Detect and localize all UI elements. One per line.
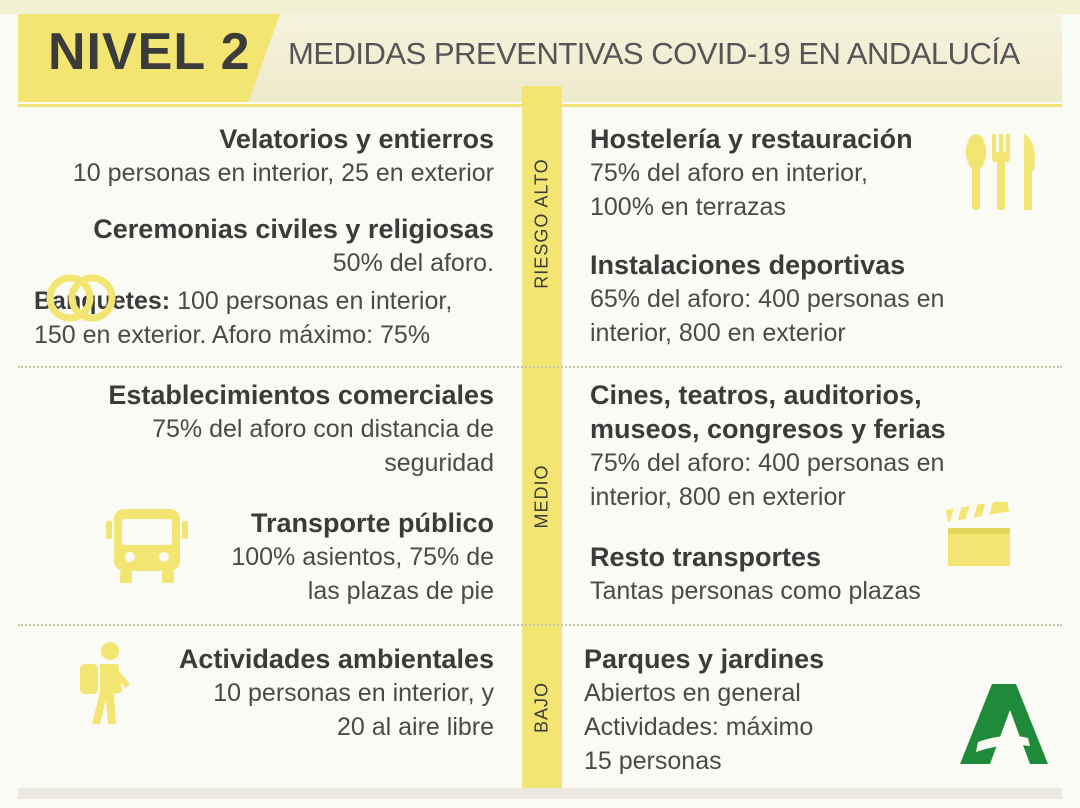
transporte-text-2: las plazas de pie bbox=[307, 577, 494, 605]
parques-title: Parques y jardines bbox=[584, 644, 825, 674]
cines-text-2: interior, 800 en exterior bbox=[590, 483, 846, 511]
hosteleria-text-1: 75% del aforo en interior, bbox=[590, 159, 868, 187]
risk-label-medio: MEDIO bbox=[531, 464, 552, 529]
parques-text-2: Actividades: máximo bbox=[584, 713, 814, 741]
junta-andalucia-logo-icon bbox=[958, 680, 1050, 766]
hosteleria-text-2: 100% en terrazas bbox=[590, 193, 786, 221]
block-resto bbox=[590, 540, 921, 608]
ceremonias-text: 50% del aforo. bbox=[332, 249, 494, 277]
block-cines bbox=[590, 378, 946, 514]
block-velatorios bbox=[73, 122, 494, 190]
resto-text: Tantas personas como plazas bbox=[590, 577, 921, 605]
block-ambientales bbox=[179, 642, 494, 744]
cines-title-1: Cines, teatros, auditorios, bbox=[590, 380, 922, 410]
transporte-title: Transporte público bbox=[250, 508, 494, 538]
comercios-text-2: seguridad bbox=[384, 449, 494, 477]
comercios-title: Establecimientos comerciales bbox=[108, 380, 494, 410]
block-comercios bbox=[108, 378, 494, 480]
cines-text-1: 75% del aforo: 400 personas en bbox=[590, 449, 945, 477]
cines-title-2: museos, congresos y ferias bbox=[590, 414, 946, 444]
banquetes-title: Banquetes: bbox=[34, 287, 171, 315]
resto-title: Resto transportes bbox=[590, 542, 822, 572]
ambientales-text-1: 10 personas en interior, y bbox=[213, 679, 494, 707]
block-transporte bbox=[231, 506, 494, 608]
ambientales-text-2: 20 al aire libre bbox=[336, 713, 494, 741]
risk-label-bajo: BAJO bbox=[531, 682, 552, 734]
section-divider bbox=[18, 366, 1062, 368]
level-title: NIVEL 2 bbox=[48, 23, 251, 81]
deportivas-text-1: 65% del aforo: 400 personas en bbox=[590, 285, 945, 313]
hiker-icon bbox=[76, 640, 138, 726]
rings-icon bbox=[42, 262, 118, 332]
bottom-band bbox=[18, 788, 1062, 799]
velatorios-title: Velatorios y entierros bbox=[219, 124, 494, 154]
block-hosteleria bbox=[590, 122, 913, 224]
page-subtitle: MEDIDAS PREVENTIVAS COVID-19 EN ANDALUCÍA bbox=[288, 36, 1020, 71]
clapperboard-icon bbox=[944, 502, 1014, 568]
transporte-text-1: 100% asientos, 75% de bbox=[231, 543, 494, 571]
risk-label-alto: RIESGO ALTO bbox=[531, 158, 552, 289]
velatorios-text: 10 personas en interior, 25 en exterior bbox=[72, 159, 494, 187]
top-band bbox=[0, 0, 1080, 14]
deportivas-text-2: interior, 800 en exterior bbox=[590, 319, 846, 347]
comercios-text-1: 75% del aforo con distancia de bbox=[152, 415, 494, 443]
bus-icon bbox=[106, 505, 190, 587]
ceremonias-title: Ceremonias civiles y religiosas bbox=[93, 214, 494, 244]
block-deportivas bbox=[590, 248, 944, 350]
ambientales-title: Actividades ambientales bbox=[178, 644, 494, 674]
hosteleria-title: Hostelería y restauración bbox=[590, 124, 913, 154]
block-parques bbox=[584, 642, 824, 778]
block-ceremonias bbox=[93, 212, 494, 280]
parques-text-1: Abiertos en general bbox=[584, 679, 801, 707]
parques-text-3: 15 personas bbox=[584, 747, 722, 775]
section-divider bbox=[18, 624, 1062, 626]
banquetes-inline: 100 personas en interior, bbox=[177, 287, 453, 315]
deportivas-title: Instalaciones deportivas bbox=[590, 250, 906, 280]
banquetes-text: 150 en exterior. Aforo máximo: 75% bbox=[34, 321, 431, 349]
cutlery-icon bbox=[962, 132, 1042, 212]
